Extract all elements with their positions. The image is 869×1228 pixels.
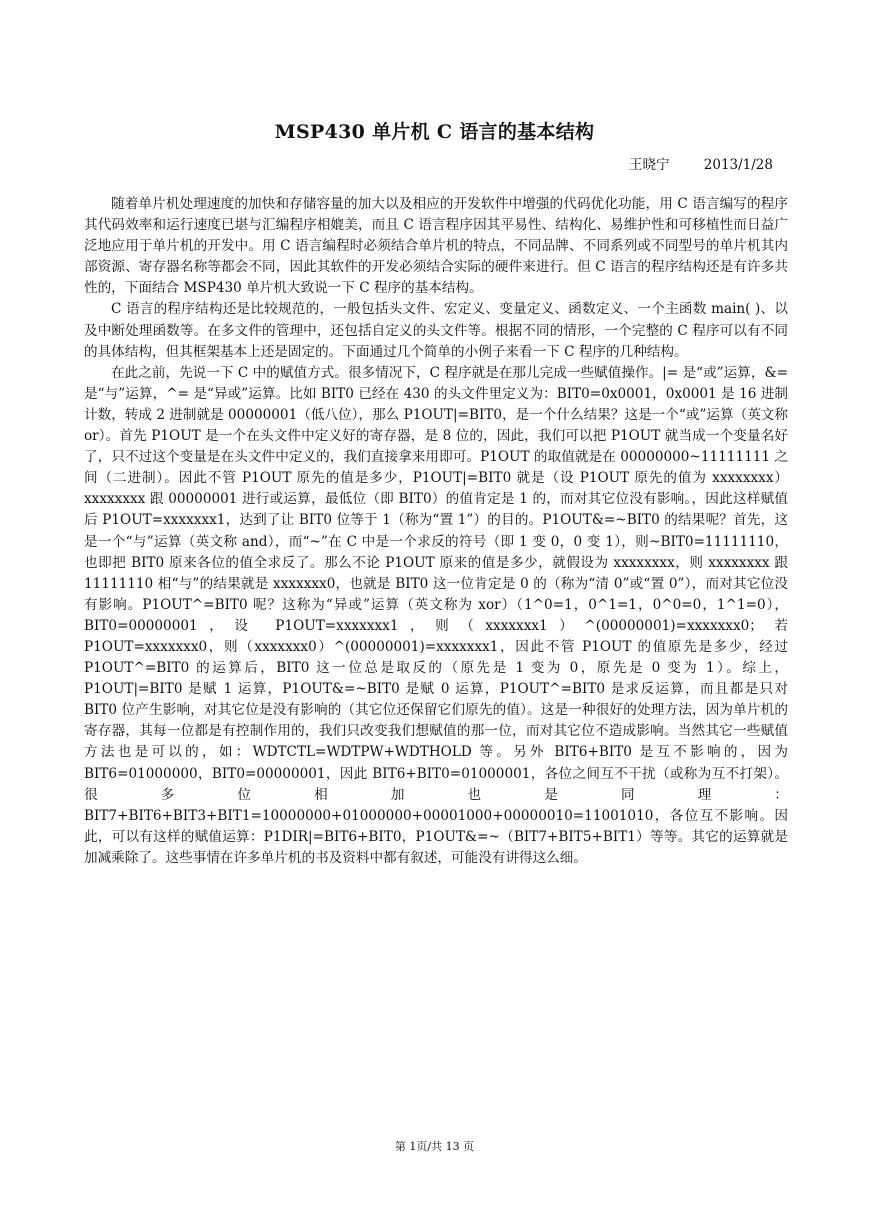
page-footer: 第 1页/共 13 页 [394, 1140, 475, 1153]
document-title: MSP430 单片机 C 语言的基本结构 [274, 121, 595, 143]
byline [629, 153, 773, 173]
paragraph-intro: 随着单片机处理速度的加快和存储容量的加大以及相应的开发软件中增强的代码优化功能，用 C 语言编写的程序其代码效率和运行速度已堪与汇编程序相媲美，而且 C 语言程序因其平易性、结构化、易维护性和可移植性而日益广泛地应用于单片机的开发中。用 C 语言编程时必须结合单片机的特点，不同品牌、不同系列或不同型号的单片机其内部资源、寄存器名称等都会不同，因此其软件的开发必须结合实际的硬件来进行。但 C 语言的程序结构还是有许多共性的，下面结合 MSP430 单片机大致说一下 C 程序的基本结构。 [84, 196, 788, 297]
author-name: 王晓宁 [628, 157, 670, 173]
paragraph-assignment: 在此之前，先说一下 C 中的赋值方式。很多情况下，C 程序就是在那儿完成一些赋值操作。|= 是“或”运算，&=是“与”运算，^= 是“异或”运算。比如 BIT0 已经在 430 的头文件里定义为：BIT0=0x0001，0x0001 是 16 进制计数，转成 2 进制就是 00000001（低八位），那么 P1OUT|=BIT0，是一个什么结果？这是一个“或”运算（英文称 or）。首先 P1OUT 是一个在头文件中定义好的寄存器，是 8 位的，因此，我们可以把 P1OUT 就当成一个变量名好了，只不过这个变量是在头文件中定义的，我们直接拿来用即可。P1OUT 的取值就是在 00000000~11111111 之间（二进制）。因此不管 P1OUT 原先的值是多少，P1OUT|=BIT0 就是（设 P1OUT 原先的值为 xxxxxxxx）xxxxxxxx 跟 00000001 进行或运算，最低位（即 BIT0）的值肯定是 1 的，而对其它位没有影响。，因此这样赋值后 P1OUT=xxxxxxx1，达到了让 BIT0 位等于 1（称为“置 1”）的目的。P1OUT&=~BIT0 的结果呢？首先，这是一个“与”运算（英文称 and），而“~”在 C 中是一个求反的符号（即 1 变 0，0 变 1），则~BIT0=11111110，也即把 BIT0 原来各位的值全求反了。那么不论 P1OUT 原来的值是多少，就假设为 xxxxxxxx，则 xxxxxxxx 跟 11111110 相“与”的结果就是 xxxxxxx0，也就是 BIT0 这一位肯定是 0 的（称为“清 0”或“置 0”），而对其它位没有影响。P1OUT^=BIT0 呢？这称为“异或”运算（英文称为 xor）（1^0=1，0^1=1，0^0=0，1^1=0），BIT0=00000001，设 P1OUT=xxxxxxx1，则（xxxxxxx1）^(00000001)=xxxxxxx0；若 P1OUT=xxxxxxx0，则（xxxxxxx0）^(00000001)=xxxxxxx1，因此不管 P1OUT 的值原先是多少，经过 P1OUT^=BIT0 的运算后，BIT0 这一位总是取反的（原先是 1 变为 0，原先是 0 变为 1）。综上，P1OUT|=BIT0 是赋 1 运算，P1OUT&=~BIT0 是赋 0 运算，P1OUT^=BIT0 是求反运算，而且都是只对 BIT0 位产生影响，对其它位是没有影响的（其它位还保留它们原先的值）。这是一种很好的处理方法，因为单片机的寄存器，其每一位都是有控制作用的，我们只改变我们想赋值的那一位，而对其它位不造成影响。当然其它一些赋值方法也是可以的，如：WDTCTL=WDTPW+WDTHOLD 等。另外 BIT6+BIT0 是互不影响的，因为 BIT6=01000000，BIT0=00000001，因此 BIT6+BIT0=01000001，各位之间互不干扰（或称为互不打架）。很多位相加也是同理：BIT7+BIT6+BIT3+BIT1=10000000+01000000+00001000+00000010=11001010，各位互不影响。因此，可以有这样的赋值运算：P1DIR|=BIT6+BIT0，P1OUT&=~（BIT7+BIT5+BIT1）等等。其它的运算就是加减乘除了。这些事情在许多单片机的书及资料中都有叙述，可能没有讲得这么细。 [84, 364, 788, 866]
document-date: 2013/1/28 [703, 157, 773, 173]
paragraph-structure: C 语言的程序结构还是比较规范的，一般包括头文件、宏定义、变量定义、函数定义、一个主函数 main( )、以及中断处理函数等。在多文件的管理中，还包括自定义的头文件等。根据不同的情形，一个完整的 C 程序可以有不同的具体结构，但其框架基本上还是固定的。下面通过几个简单的小例子来看一下 C 程序的几种结构。 [84, 301, 788, 360]
body-text [84, 194, 788, 869]
